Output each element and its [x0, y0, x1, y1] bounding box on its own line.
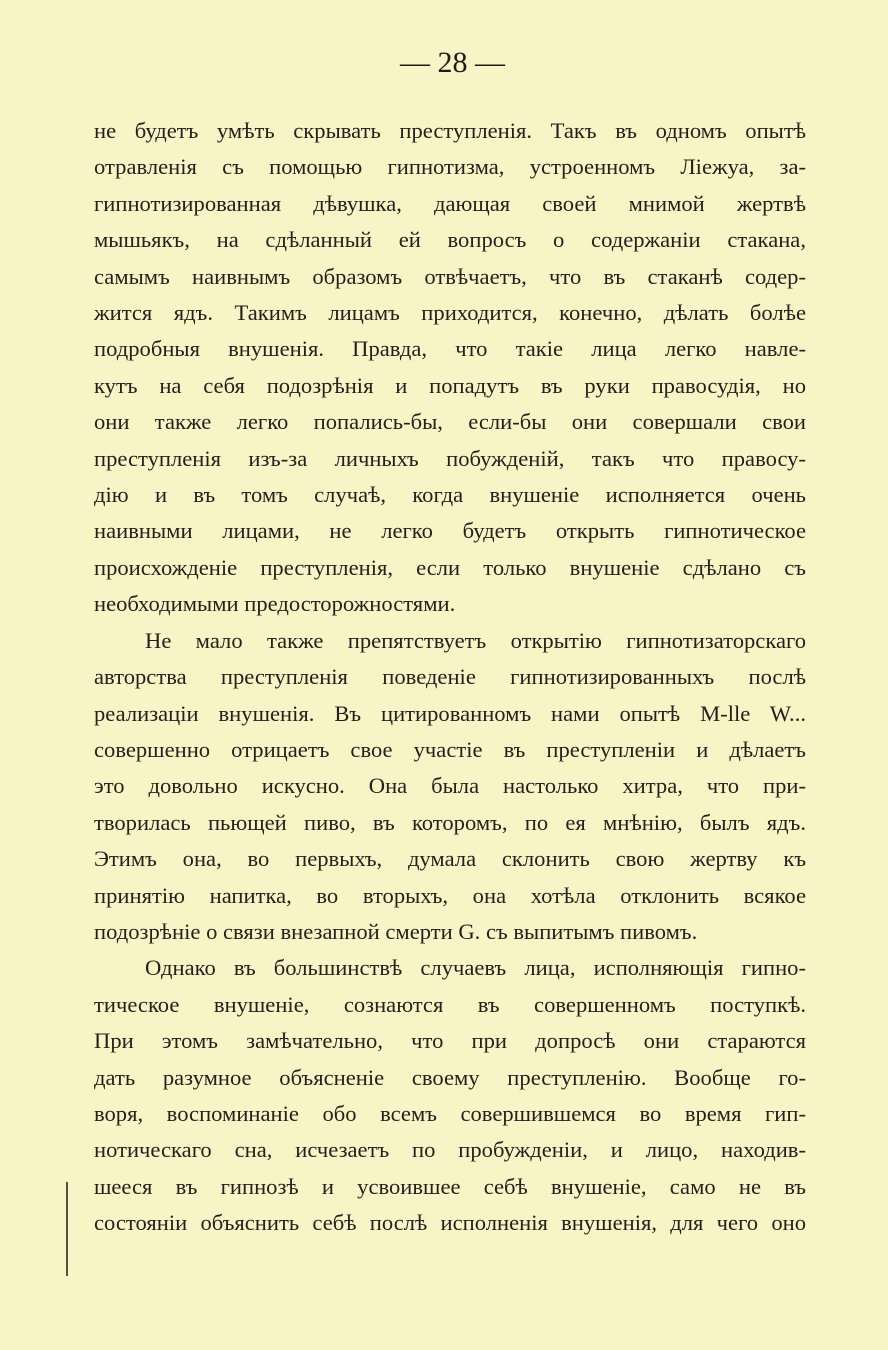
- text-line: Однако въ большинствѣ случаевъ лица, исполняющія гипно-: [145, 955, 806, 981]
- paragraph-2: [94, 623, 806, 951]
- text-line: они также легко попались-бы, если-бы они совершали свои: [94, 409, 806, 435]
- text-line: нотическаго сна, исчезаетъ по пробужденіи, и лицо, находив-: [94, 1137, 806, 1163]
- text-line: При этомъ замѣчательно, что при допросѣ они стараются: [94, 1028, 806, 1054]
- page-number: — 28 —: [400, 46, 505, 79]
- body-text: [94, 113, 806, 1242]
- text-line: дію и въ томъ случаѣ, когда внушеніе исполняется очень: [94, 482, 806, 508]
- text-line: гипнотизированная дѣвушка, дающая своей мнимой жертвѣ: [94, 190, 806, 216]
- text-line: жится ядъ. Такимъ лицамъ приходится, конечно, дѣлать болѣе: [94, 300, 806, 326]
- text-line: Этимъ она, во первыхъ, думала склонить свою жертву къ: [94, 846, 806, 872]
- text-line: наивными лицами, не легко будетъ открыть гипнотическое: [94, 518, 806, 544]
- margin-mark: [66, 1182, 68, 1276]
- text-line: состояніи объяснить себѣ послѣ исполненія внушенія, для чего оно: [94, 1210, 806, 1236]
- text-line: подозрѣніе о связи внезапной смерти G. съ выпитымъ пивомъ.: [94, 918, 698, 944]
- text-line: кутъ на себя подозрѣнія и попадутъ въ руки правосудія, но: [94, 372, 806, 398]
- text-line: необходимыми предосторожностями.: [94, 591, 456, 617]
- text-line: подробныя внушенія. Правда, что такіе лица легко навле-: [94, 336, 806, 362]
- text-line: отравленія съ помощью гипнотизма, устроенномъ Ліежуа, за-: [94, 154, 806, 180]
- text-line: шееся въ гипнозѣ и усвоившее себѣ внушеніе, само не въ: [94, 1173, 806, 1199]
- text-line: мышьякъ, на сдѣланный ей вопросъ о содержаніи стакана,: [94, 227, 806, 253]
- paragraph-3: [94, 950, 806, 1241]
- text-line: совершенно отрицаетъ свое участіе въ преступленіи и дѣлаетъ: [94, 736, 806, 762]
- text-line: дать разумное объясненіе своему преступленію. Вообще го-: [94, 1064, 806, 1090]
- text-line: не будетъ умѣть скрывать преступленія. Такъ въ одномъ опытѣ: [94, 118, 806, 143]
- text-line: творилась пьющей пиво, въ которомъ, по ея мнѣнію, былъ ядъ.: [94, 809, 806, 835]
- text-line: Не мало также препятствуетъ открытію гипнотизаторскаго: [145, 627, 806, 653]
- text-line: преступленія изъ-за личныхъ побужденій, такъ что правосу-: [94, 445, 806, 471]
- text-line: это довольно искусно. Она была настолько хитра, что при-: [94, 773, 806, 799]
- text-line: тическое внушеніе, сознаются въ совершенномъ поступкѣ.: [94, 991, 806, 1017]
- text-line: реализаціи внушенія. Въ цитированномъ нами опытѣ M-lle W...: [94, 700, 806, 726]
- text-line: воря, воспоминаніе обо всемъ совершившемся во время гип-: [94, 1100, 806, 1126]
- text-line: происхожденіе преступленія, если только внушеніе сдѣлано съ: [94, 554, 806, 580]
- paragraph-1: [94, 113, 806, 623]
- text-line: принятію напитка, во вторыхъ, она хотѣла отклонить всякое: [94, 882, 806, 908]
- text-line: самымъ наивнымъ образомъ отвѣчаетъ, что въ стаканѣ содер-: [94, 263, 806, 289]
- text-line: авторства преступленія поведеніе гипнотизированныхъ послѣ: [94, 664, 806, 690]
